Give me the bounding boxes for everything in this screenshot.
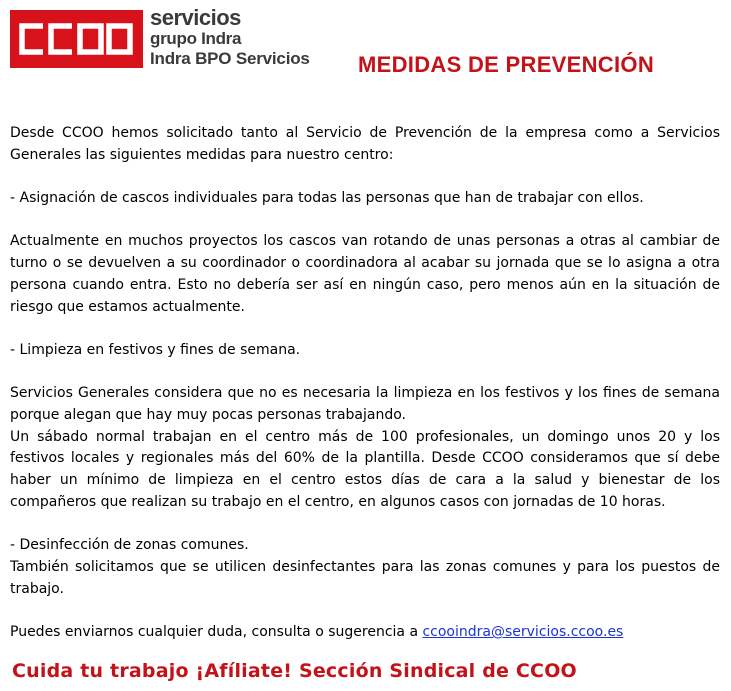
contact-text: Puedes enviarnos cualquier duda, consulta o sugerencia a [10,624,423,641]
ccoo-logo [10,10,143,68]
document-body [10,123,720,644]
item2-paragraph-2: Un sábado normal trabajan en el centro más de 100 profesionales, un domingo unos 20 y los festivos locales y regionales más del 60% de la plantilla. Desde CCOO consideramos que sí debe haber un mínimo de limpieza en el centro estos días de cara a la salud y bienestar de los compañeros que realizan su trabajo en el centro, en algunos casos con jornadas de 10 horas. [10,428,720,510]
header [0,0,731,90]
item1-title: - Asignación de cascos individuales para todas las personas que han de trabajar con ellos. [10,190,644,207]
item1-paragraph: Actualmente en muchos proyectos los cascos van rotando de unas personas a otras al cambiar de turno o se devuelven a su coordinador o coordinadora al acabar su jornada que se lo asigna a otra persona cuando entra. Esto no debería ser así en ningún caso, pero menos aún en la situación de riesgo que estamos actualmente. [10,233,720,315]
brand-line-indra-bpo: Indra BPO Servicios [150,49,310,68]
contact-paragraph [10,622,720,644]
brand-block [150,6,310,69]
brand-line-grupo-indra: grupo Indra [150,29,242,48]
item3-paragraph: También solicitamos que se utilicen desinfectantes para las zonas comunes y para los puestos de trabajo. [10,558,720,597]
page-title: MEDIDAS DE PREVENCIÓN [358,52,655,77]
intro-paragraph: Desde CCOO hemos solicitado tanto al Servicio de Prevención de la empresa como a Servicios Generales las siguientes medidas para nuestro centro: [10,125,720,163]
item2-paragraph-1: Servicios Generales considera que no es necesaria la limpieza en los festivos y los fines de semana porque alegan que hay muy pocas personas trabajando. [10,385,720,424]
brand-line-servicios: servicios [150,5,241,30]
item2-title: - Limpieza en festivos y fines de semana. [10,341,301,358]
item3-title: - Desinfección de zonas comunes. [10,537,249,554]
footer-slogan: Cuida tu trabajo ¡Afíliate! Sección Sindical de CCOO [12,660,577,682]
contact-email-link[interactable]: ccooindra@servicios.ccoo.es [422,624,624,641]
